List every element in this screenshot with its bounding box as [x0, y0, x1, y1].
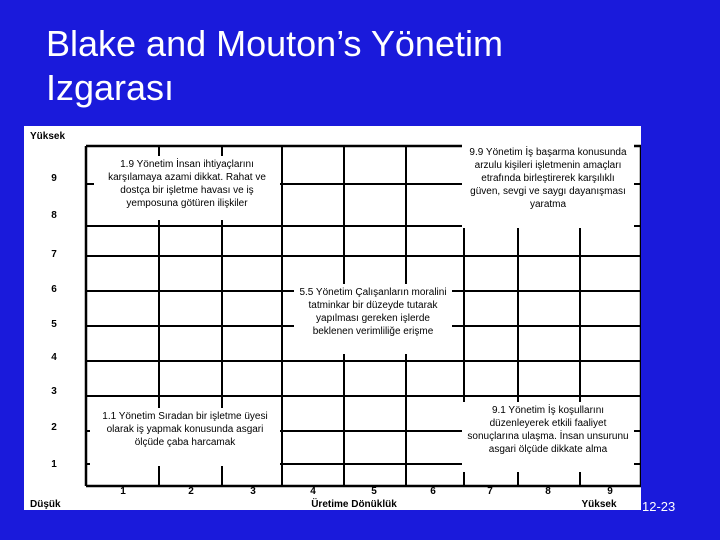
- x-tick-label: 8: [545, 486, 551, 497]
- slide-number: 12-23: [642, 499, 676, 514]
- x-tick-label: 5: [371, 486, 377, 497]
- y-tick-label: 2: [51, 422, 57, 433]
- note-9-9: 9.9 Yönetim İş başarma konusunda arzulu kişileri işletmenin amaçları etrafında birleştirerek karşılıklı güven, sevgi ve saygı dayanışması yaratma: [462, 144, 634, 228]
- x-tick-label: 1: [120, 486, 126, 497]
- x-tick-labels: [120, 486, 613, 497]
- x-tick-label: 6: [430, 486, 436, 497]
- y-tick-label: 6: [51, 284, 57, 295]
- x-end-label: Yüksek: [581, 499, 617, 510]
- y-tick-label: 8: [51, 210, 57, 221]
- slide-title: Blake and Mouton’s Yönetim Izgarası: [46, 23, 503, 108]
- y-tick-label: 7: [51, 249, 57, 260]
- y-tick-label: 3: [51, 386, 57, 397]
- x-tick-label: 4: [310, 486, 316, 497]
- x-tick-label: 7: [487, 486, 493, 497]
- y-tick-labels: [51, 173, 57, 470]
- x-tick-label: 9: [607, 486, 613, 497]
- note-9-1: 9.1 Yönetim İş koşullarını düzenleyerek etkili faaliyet sonuçlarına ulaşma. İnsan unsurunu asgari ölçüde dikkate alma: [462, 402, 634, 472]
- y-top-label: Yüksek: [30, 131, 66, 142]
- y-tick-label: 1: [51, 459, 57, 470]
- x-tick-label: 3: [250, 486, 256, 497]
- managerial-grid-figure: [24, 126, 641, 510]
- note-1-9: 1.9 Yönetim İnsan ihtiyaçlarını karşılamaya azami dikkat. Rahat ve dostça bir işletme havası ve iş yemposuna götüren ilişkiler: [94, 156, 280, 220]
- y-tick-label: 4: [51, 352, 57, 363]
- y-tick-label: 5: [51, 319, 57, 330]
- y-tick-label: 9: [51, 173, 57, 184]
- y-bottom-label: Düşük: [30, 499, 61, 510]
- x-tick-label: 2: [188, 486, 194, 497]
- x-axis-title: Üretime Dönüklük: [311, 499, 397, 510]
- note-5-5: 5.5 Yönetim Çalışanların moralini tatminkar bir düzeyde tutarak yapılması gereken işlerde beklenen verimliliğe erişme: [294, 284, 452, 354]
- note-1-1: 1.1 Yönetim Sıradan bir işletme üyesi olarak iş yapmak konusunda asgari ölçüde çaba harcamak: [90, 408, 280, 466]
